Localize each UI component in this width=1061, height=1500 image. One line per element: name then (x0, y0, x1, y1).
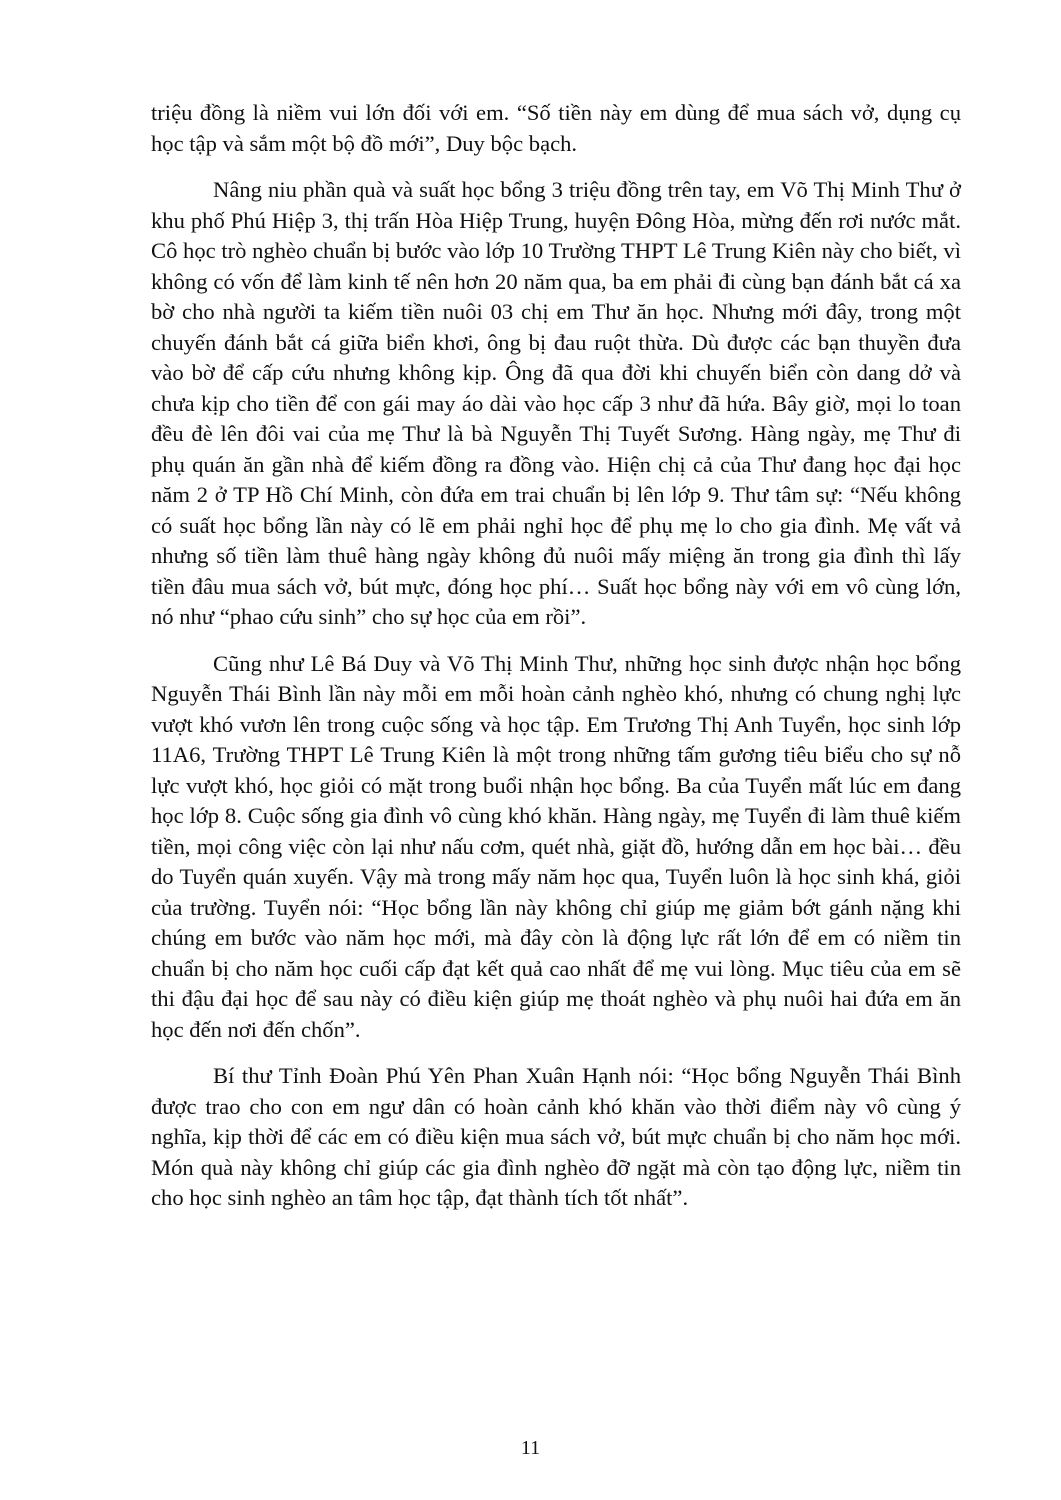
paragraph-4: Bí thư Tỉnh Đoàn Phú Yên Phan Xuân Hạnh nói: “Học bổng Nguyễn Thái Bình được trao cho con em ngư dân có hoàn cảnh khó khăn vào thời điểm này vô cùng ý nghĩa, kịp thời để các em có điều kiện mua sách vở, bút mực chuẩn bị cho năm học mới. Món quà này không chỉ giúp các gia đình nghèo đỡ ngặt mà còn tạo động lực, niềm tin cho học sinh nghèo an tâm học tập, đạt thành tích tốt nhất”. (151, 1063, 961, 1210)
paragraph-3: Cũng như Lê Bá Duy và Võ Thị Minh Thư, những học sinh được nhận học bổng Nguyễn Thái Bình lần này mỗi em mỗi hoàn cảnh nghèo khó, nhưng có chung nghị lực vượt khó vươn lên trong cuộc sống và học tập. Em Trương Thị Anh Tuyển, học sinh lớp 11A6, Trường THPT Lê Trung Kiên là một trong những tấm gương tiêu biểu cho sự nỗ lực vượt khó, học giỏi có mặt trong buổi nhận học bổng. Ba của Tuyển mất lúc em đang học lớp 8. Cuộc sống gia đình vô cùng khó khăn. Hàng ngày, mẹ Tuyển đi làm thuê kiếm tiền, mọi công việc còn lại như nấu cơm, quét nhà, giặt đồ, hướng dẫn em học bài… đều do Tuyển quán xuyến. Vậy mà trong mấy năm học qua, Tuyển luôn là học sinh khá, giỏi của trường. Tuyển nói: “Học bổng lần này không chỉ giúp mẹ giảm bớt gánh nặng khi chúng em bước vào năm học mới, mà đây còn là động lực rất lớn để em có niềm tin chuẩn bị cho năm học cuối cấp đạt kết quả cao nhất để mẹ vui lòng. Mục tiêu của em sẽ thi đậu đại học để sau này có điều kiện giúp mẹ thoát nghèo và phụ nuôi hai đứa em ăn học đến nơi đến chốn”. (151, 650, 961, 1042)
page-number: 11 (520, 1437, 541, 1459)
paragraph-2: Nâng niu phần quà và suất học bổng 3 triệu đồng trên tay, em Võ Thị Minh Thư ở khu phố Phú Hiệp 3, thị trấn Hòa Hiệp Trung, huyện Đông Hòa, mừng đến rơi nước mắt. Cô học trò nghèo chuẩn bị bước vào lớp 10 Trường THPT Lê Trung Kiên này cho biết, vì không có vốn để làm kinh tế nên hơn 20 năm qua, ba em phải đi cùng bạn đánh bắt cá xa bờ cho nhà người ta kiếm tiền nuôi 03 chị em Thư ăn học. Nhưng mới đây, trong một chuyến đánh bắt cá giữa biển khơi, ông bị đau ruột thừa. Dù được các bạn thuyền đưa vào bờ để cấp cứu nhưng không kịp. Ông đã qua đời khi chuyến biển còn dang dở và chưa kịp cho tiền để con gái may áo dài vào học cấp 3 như đã hứa. Bây giờ, mọi lo toan đều đè lên đôi vai của mẹ Thư là bà Nguyễn Thị Tuyết Sương. Hàng ngày, mẹ Thư đi phụ quán ăn gần nhà để kiếm đồng ra đồng vào. Hiện chị cả của Thư đang học đại học năm 2 ở TP Hồ Chí Minh, còn đứa em trai chuẩn bị lên lớp 9. Thư tâm sự: “Nếu không có suất học bổng lần này có lẽ em phải nghỉ học để phụ mẹ lo cho gia đình. Mẹ vất vả nhưng số tiền làm thuê hàng ngày không đủ nuôi mấy miệng ăn trong gia đình thì lấy tiền đâu mua sách vở, bút mực, đóng học phí… Suất học bổng này với em vô cùng lớn, nó như “phao cứu sinh” cho sự học của em rồi”. (151, 177, 961, 629)
document-body (151, 98, 961, 1230)
paragraph-1: triệu đồng là niềm vui lớn đối với em. “Số tiền này em dùng để mua sách vở, dụng cụ học tập và sắm một bộ đồ mới”, Duy bộc bạch. (151, 100, 961, 156)
